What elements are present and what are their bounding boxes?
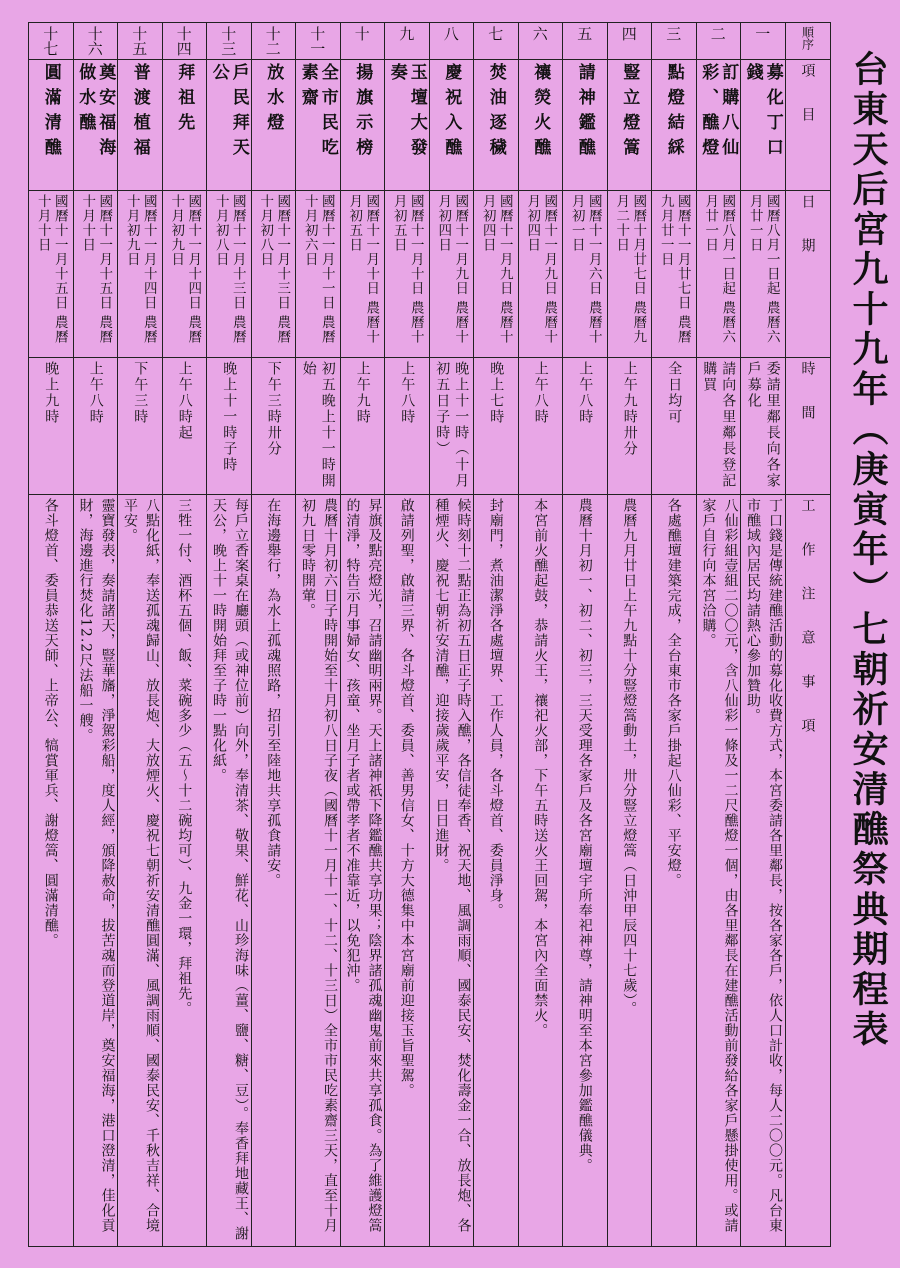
item-time xyxy=(251,358,296,495)
item-name-text: 全市民吃素齋 xyxy=(297,63,338,163)
item-name-text: 禳熒火醮 xyxy=(530,63,551,163)
item-date xyxy=(563,191,608,358)
item-note-text: 三牲一付、酒杯五個、飯、菜碗多少（五〜十二碗均可）、九金一環，拜祖先。 xyxy=(176,498,193,1016)
order-number xyxy=(741,23,786,60)
item-time xyxy=(296,358,341,495)
row-date-line xyxy=(29,191,831,358)
order-number xyxy=(652,23,697,60)
order-number xyxy=(73,23,118,60)
item-time-text: 上午八時起 xyxy=(176,361,193,441)
header-notes-label: 工作注意事項 xyxy=(799,498,816,762)
item-name-text: 豎立燈篙 xyxy=(619,63,640,163)
item-time-text: 上午八時 xyxy=(577,361,594,425)
item-time xyxy=(741,358,786,495)
item-note xyxy=(741,495,786,1247)
item-date-text: 國曆十一月十一日 農曆十月初六日 xyxy=(301,194,335,345)
item-name xyxy=(385,60,430,191)
order-number xyxy=(207,23,252,60)
header-item xyxy=(785,60,830,191)
item-note xyxy=(296,495,341,1247)
order-number-text: 十 xyxy=(352,26,371,41)
header-date xyxy=(785,191,830,358)
order-number-text: 十五 xyxy=(130,26,149,56)
item-name-text: 揚旗示榜 xyxy=(352,63,373,163)
item-time xyxy=(385,358,430,495)
order-number-text: 十二 xyxy=(263,26,282,56)
item-date-text: 國曆十一月十四日 農曆十月初九日 xyxy=(123,194,157,345)
item-name-text: 放水燈 xyxy=(263,63,284,138)
item-note xyxy=(429,495,474,1247)
page-title: 台東天后宮九十九年（庚寅年）七朝祈安清醮祭典期程表 xyxy=(847,50,889,1050)
item-name-text: 戶民拜天公 xyxy=(208,63,249,163)
item-time xyxy=(518,358,563,495)
item-date xyxy=(29,191,74,358)
item-time xyxy=(118,358,163,495)
item-note xyxy=(518,495,563,1247)
item-time-text: 晚上九時 xyxy=(43,361,60,425)
item-time-text: 全日均可 xyxy=(666,361,683,425)
item-date-text: 國曆十一月廿七日 農曆九月廿一日 xyxy=(657,194,691,345)
row-item-line xyxy=(29,60,831,191)
schedule-table xyxy=(28,22,831,1247)
item-note-text: 封廟門，煮油潔淨各處壇界、工作人員，各斗燈首、委員淨身。 xyxy=(487,498,504,918)
schedule-sheet xyxy=(28,22,900,1262)
item-name-text: 普渡植福 xyxy=(129,63,150,163)
item-time xyxy=(340,358,385,495)
order-number-text: 二 xyxy=(708,26,727,41)
item-name-text: 拜祖先 xyxy=(174,63,195,138)
order-number-text: 十六 xyxy=(85,26,104,56)
item-name xyxy=(474,60,519,191)
item-note xyxy=(652,495,697,1247)
item-time xyxy=(73,358,118,495)
order-number-text: 三 xyxy=(664,26,683,41)
item-time-text: 請向各里鄰長登記購買 xyxy=(701,361,737,489)
item-name xyxy=(518,60,563,191)
item-time xyxy=(29,358,74,495)
item-date-text: 國曆十一月九日 農曆十月初四日 xyxy=(524,194,558,345)
order-number xyxy=(696,23,741,60)
item-note-text: 八仙彩組壹組二〇〇元，含八仙彩一條及一二尺醮燈一個，由各里鄰長在建醮活動前發給各家戶懸掛使用。或請家戶自行向本宮洽購。 xyxy=(700,498,739,1233)
item-note xyxy=(118,495,163,1247)
order-number-text: 十一 xyxy=(308,26,327,56)
item-date-text: 國曆十一月十日 農曆十月初五日 xyxy=(346,194,380,345)
item-time-text: 下午三時 xyxy=(132,361,149,425)
item-note-text: 候時刻十二點正為初五日正子時入醮，各信徒奉香、祝天地、風調雨順、國泰民安、焚化壽金一合、放長炮、各種煙火、慶祝七朝祈安清醮，迎接歲歲平安，日日進財。 xyxy=(433,498,472,1233)
order-number-text: 十四 xyxy=(174,26,193,56)
item-note-text: 每戶立香案桌在廳頭（或神位前）向外，奉清茶、敬果、鮮花、山珍海味（薑、鹽、糖、豆）。奉香拜地藏王、謝天公，晚上十一時開始拜至子時一點化紙。 xyxy=(211,498,249,1241)
item-note xyxy=(385,495,430,1247)
row-time-line xyxy=(29,358,831,495)
item-date xyxy=(207,191,252,358)
item-date xyxy=(251,191,296,358)
item-date-text: 國曆十一月六日 農曆十月初一日 xyxy=(568,194,602,345)
item-note xyxy=(563,495,608,1247)
item-date xyxy=(118,191,163,358)
item-time-text: 上午八時 xyxy=(532,361,549,425)
item-time-text: 晚上十一時子時 xyxy=(221,361,238,473)
item-name xyxy=(563,60,608,191)
header-notes xyxy=(785,495,830,1247)
order-number xyxy=(162,23,207,60)
order-number xyxy=(607,23,652,60)
item-name xyxy=(29,60,74,191)
row-number-line xyxy=(29,23,831,60)
item-date-text: 國曆八月一日起 農曆六月廿一日 xyxy=(702,194,736,345)
item-date-text: 國曆十一月九日 農曆十月初四日 xyxy=(479,194,513,345)
order-number-text: 九 xyxy=(397,26,416,41)
order-number-text: 七 xyxy=(486,26,505,41)
item-date-text: 國曆十一月十三日 農曆十月初八日 xyxy=(257,194,291,345)
item-name xyxy=(118,60,163,191)
item-date xyxy=(474,191,519,358)
item-time-text: 晚上十一時（十月初五日子時） xyxy=(434,361,470,489)
item-date xyxy=(429,191,474,358)
header-time-label: 時間 xyxy=(799,361,816,449)
item-date xyxy=(162,191,207,358)
item-name-text: 焚油逐穢 xyxy=(485,63,506,163)
order-number-text: 八 xyxy=(441,26,460,41)
order-number xyxy=(251,23,296,60)
item-note-text: 丁口錢是傳統建醮活動的募化收費方式，本宮委請各里鄰長，按各家各戶，依人口計收，每人二〇〇元。凡台東市醮域內居民均請熱心參加贊助。 xyxy=(745,498,783,1233)
item-note-text: 農曆九月廿日上午九點十分豎燈篙動土，卅分豎立燈篙（日沖甲辰四十七歲）。 xyxy=(621,498,638,1016)
item-name xyxy=(741,60,786,191)
item-name xyxy=(251,60,296,191)
item-note xyxy=(696,495,741,1247)
header-order-label: 順序 xyxy=(800,26,815,50)
item-time-text: 上午九時 xyxy=(354,361,371,425)
header-order xyxy=(785,23,830,60)
item-note xyxy=(162,495,207,1247)
order-number xyxy=(340,23,385,60)
item-name xyxy=(696,60,741,191)
header-date-label: 日期 xyxy=(799,194,816,282)
item-date xyxy=(741,191,786,358)
item-time-text: 委請里鄰長向各家戶募化 xyxy=(745,361,781,489)
item-note-text: 在海邊舉行，為水上孤魂照路，招引至陸地共享孤食請安。 xyxy=(265,498,282,888)
item-name xyxy=(607,60,652,191)
item-note-text: 八點化紙，奉送孤魂歸山、放長炮、大放煙火、慶祝七朝祈安清醮圓滿、風調雨順、國泰民安、千秋吉祥、合境平安。 xyxy=(122,498,160,1233)
item-time-text: 晚上七時 xyxy=(488,361,505,425)
order-number-text: 十七 xyxy=(41,26,60,56)
item-date xyxy=(340,191,385,358)
item-note-text: 啟請列聖，啟請三界、各斗燈首、委員、善男信女、十方大德集中本宮廟前迎接玉旨聖駕。 xyxy=(398,498,415,1098)
item-time xyxy=(652,358,697,495)
item-name-text: 玉壇大發奏 xyxy=(386,63,427,163)
item-time xyxy=(162,358,207,495)
order-number xyxy=(385,23,430,60)
item-date-text: 國曆十一月十五日 農曆十月十日 xyxy=(79,194,113,345)
order-number xyxy=(296,23,341,60)
item-time xyxy=(696,358,741,495)
header-item-label: 項目 xyxy=(799,63,816,151)
item-date xyxy=(296,191,341,358)
order-number-text: 六 xyxy=(530,26,549,41)
item-date-text: 國曆十一月九日 農曆十月初四日 xyxy=(435,194,469,345)
item-date xyxy=(385,191,430,358)
item-date-text: 國曆十一月十三日 農曆十月初八日 xyxy=(212,194,246,345)
item-time xyxy=(563,358,608,495)
item-date-text: 國曆八月一日起 農曆六月廿一日 xyxy=(746,194,780,345)
item-note xyxy=(474,495,519,1247)
item-name-text: 訂購八仙彩、醮燈 xyxy=(698,63,739,163)
order-number-text: 五 xyxy=(575,26,594,41)
order-number xyxy=(29,23,74,60)
item-note xyxy=(340,495,385,1247)
item-name xyxy=(340,60,385,191)
order-number xyxy=(118,23,163,60)
item-time xyxy=(474,358,519,495)
item-date xyxy=(73,191,118,358)
item-name-text: 慶祝入醮 xyxy=(441,63,462,163)
item-date xyxy=(652,191,697,358)
item-note-text: 本宮前火醮起鼓，恭請火王，禳祀火部，下午五時送火王回駕，本宮內全面禁火。 xyxy=(532,498,549,1038)
item-date xyxy=(518,191,563,358)
item-time xyxy=(429,358,474,495)
item-time-text: 上午八時 xyxy=(399,361,416,425)
item-date xyxy=(607,191,652,358)
item-time-text: 上午九時卅分 xyxy=(621,361,638,457)
header-time xyxy=(785,358,830,495)
item-note-text: 各斗燈首、委員恭送天師、上帝公、犒賞軍兵、謝燈篙、圓滿清醮。 xyxy=(42,498,59,948)
item-time-text: 上午八時 xyxy=(87,361,104,425)
item-name-text: 圓滿清醮 xyxy=(40,63,61,163)
item-time xyxy=(607,358,652,495)
order-number xyxy=(518,23,563,60)
item-note xyxy=(607,495,652,1247)
item-name-text: 點燈結綵 xyxy=(663,63,684,163)
item-name xyxy=(162,60,207,191)
item-date xyxy=(696,191,741,358)
item-name xyxy=(652,60,697,191)
item-note xyxy=(29,495,74,1247)
item-name xyxy=(207,60,252,191)
item-date-text: 國曆十一月十日 農曆十月初五日 xyxy=(390,194,424,345)
item-note-text: 各處醮壇建築完成，全台東市各家戶掛起八仙彩、平安燈。 xyxy=(665,498,682,888)
item-note xyxy=(73,495,118,1247)
item-name xyxy=(73,60,118,191)
item-note-text: 昇旗及點亮燈光，召請幽明兩界。天上諸神祇下降鑑醮共享功果；陰界諸孤魂幽鬼前來共享孤食。為了維護燈篙的清淨，特告示月事婦女、孩童、坐月子者或帶孝者不准靠近，以免犯沖。 xyxy=(344,498,383,1233)
item-name-text: 募化丁口錢 xyxy=(742,63,783,163)
order-number-text: 十三 xyxy=(219,26,238,56)
item-note xyxy=(207,495,252,1247)
item-note-text: 農曆十月初一、初二、初三，三天受理各家戶及各宮廟壇宇所奉祀神尊，請神明至本宮參加鑑醮儀典。 xyxy=(576,498,593,1173)
order-number-text: 四 xyxy=(619,26,638,41)
order-number-text: 一 xyxy=(753,26,772,41)
item-name xyxy=(429,60,474,191)
item-note-text: 農曆十月初六日子時開始至十月初八日子夜（國曆十一月十一、十二、十三日）全市市民吃素齋三天，直至十月初九日零時開葷。 xyxy=(300,498,338,1233)
item-date-text: 國曆十月廿七日 農曆九月二十日 xyxy=(613,194,647,345)
item-date-text: 國曆十一月十五日 農曆十月十日 xyxy=(34,194,68,345)
item-time xyxy=(207,358,252,495)
order-number xyxy=(474,23,519,60)
item-date-text: 國曆十一月十四日 農曆十月初九日 xyxy=(168,194,202,345)
item-note-text: 靈寶發表，奏請諸天，豎華旛，淨駕彩船，度人經，頒降赦命，拔苦魂而登道岸，奠安福海，港口澄清，佳化貢財，海邊進行焚化12.2尺法船一艘。 xyxy=(77,498,116,1233)
item-time-text: 初五晚上十一時開始 xyxy=(300,361,336,489)
item-name-text: 奠安福海做水醮 xyxy=(75,63,116,163)
item-note xyxy=(251,495,296,1247)
row-note-line xyxy=(29,495,831,1247)
item-name xyxy=(296,60,341,191)
item-name-text: 請神鑑醮 xyxy=(574,63,595,163)
item-time-text: 下午三時卅分 xyxy=(265,361,282,457)
order-number xyxy=(429,23,474,60)
order-number xyxy=(563,23,608,60)
